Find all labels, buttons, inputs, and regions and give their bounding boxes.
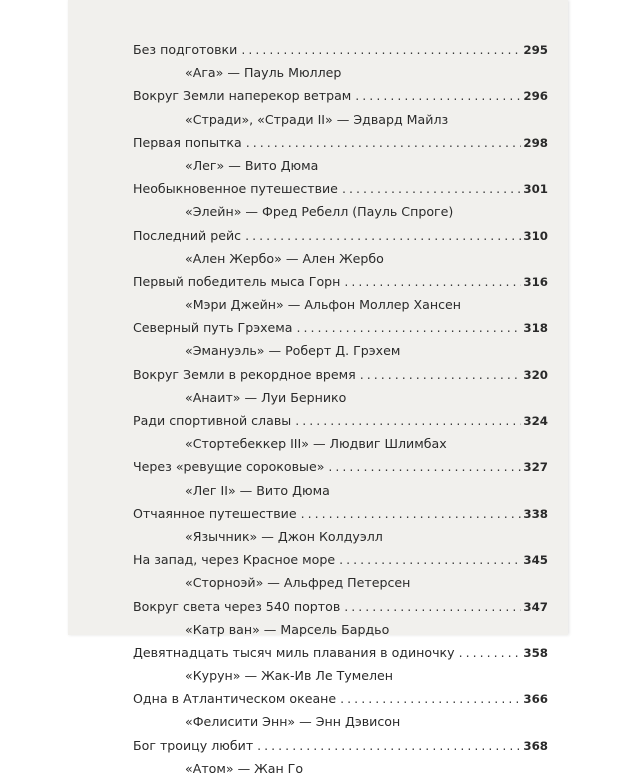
- toc-page-number: 366: [523, 692, 548, 707]
- dot-leader: [295, 411, 521, 431]
- dot-leader: [360, 365, 522, 385]
- toc-entry-subtitle: «Курун» — Жак-Ив Ле Тумелен: [185, 668, 394, 684]
- dot-leader: [339, 550, 521, 570]
- toc-page-number: 338: [523, 506, 548, 521]
- toc-page-number: 298: [523, 135, 548, 150]
- toc-entry: [133, 457, 548, 480]
- toc-entry: [133, 133, 548, 156]
- toc-entry: [133, 272, 548, 295]
- toc-entry-subtitle: «Ага» — Пауль Мюллер: [185, 65, 342, 81]
- toc-page-number: 345: [523, 553, 548, 568]
- toc-entry: [133, 550, 548, 573]
- toc-entry: [133, 689, 548, 712]
- toc-entry: [133, 179, 548, 202]
- toc-entry-title: Через «ревущие сороковые»: [133, 459, 325, 475]
- toc-entry-title: Северный путь Грэхема: [133, 320, 293, 336]
- dot-leader: [355, 86, 521, 106]
- toc-entry-subtitle: «Лег II» — Вито Дюма: [185, 482, 330, 498]
- dot-leader: [344, 272, 521, 292]
- toc-entry-title: Отчаянное путешествие: [133, 505, 297, 521]
- toc-page-number: 320: [523, 367, 548, 382]
- toc-page-number: 324: [523, 414, 548, 428]
- toc-entry-subtitle: «Ален Жербо» — Ален Жербо: [185, 250, 384, 266]
- toc-entry-title: Девятнадцать тысяч миль плавания в одиночку: [133, 644, 455, 660]
- toc-entry: [133, 736, 548, 759]
- dot-leader: [301, 504, 522, 524]
- toc-entry-subtitle: «Сторноэй» — Альфред Петерсен: [185, 575, 411, 591]
- toc-entry-subtitle: «Стортебеккер III» — Людвиг Шлимбах: [185, 436, 447, 452]
- toc-page-number: 318: [523, 321, 548, 336]
- toc-entry-title: Необыкновенное путешествие: [133, 181, 338, 197]
- toc-entry-title: Без подготовки: [133, 42, 238, 57]
- toc-entry-title: Одна в Атлантическом океане: [133, 691, 337, 707]
- toc-entry-title: Первая попытка: [133, 134, 242, 150]
- toc-entry-title: Бог троицу любит: [133, 737, 254, 753]
- dot-leader: [459, 643, 522, 663]
- toc-page-number: 327: [523, 460, 548, 475]
- toc-entry-subtitle: «Катр ван» — Марсель Бардьо: [185, 621, 390, 637]
- toc-page-number: 368: [523, 738, 548, 753]
- toc-page-number: 296: [523, 89, 548, 104]
- dot-leader: [257, 736, 521, 756]
- toc-entry-subtitle: «Элейн» — Фред Ребелл (Пауль Спроге): [185, 204, 454, 220]
- toc-entry-title: Ради спортивной славы: [133, 413, 292, 428]
- toc-entry: [133, 86, 548, 109]
- toc-page-number: 301: [523, 182, 548, 197]
- toc-entry: [133, 40, 548, 63]
- toc-entry-subtitle: «Эмануэль» — Роберт Д. Грэхем: [185, 343, 401, 359]
- toc-page-number: 347: [523, 599, 548, 614]
- toc-entry-subtitle: «Язычник» — Джон Колдуэлл: [185, 528, 383, 544]
- toc-entry: [133, 318, 548, 341]
- toc-entry-title: На запад, через Красное море: [133, 552, 336, 568]
- dot-leader: [340, 689, 521, 709]
- toc-entry-title: Вокруг Земли в рекордное время: [133, 366, 356, 382]
- toc-entry-title: Последний рейс: [133, 227, 242, 243]
- toc-page-number: 316: [523, 274, 548, 289]
- toc-entry: [133, 411, 548, 434]
- toc-entry-subtitle: «Мэри Джейн» — Альфон Моллер Хансен: [185, 297, 462, 313]
- toc-entry-subtitle: «Атом» — Жан Го: [185, 760, 304, 776]
- toc-entry-title: Первый победитель мыса Горн: [133, 273, 341, 289]
- toc-entry: [133, 504, 548, 527]
- toc-page-number: 358: [523, 645, 548, 660]
- toc-entry: [133, 365, 548, 388]
- dot-leader: [245, 226, 521, 246]
- dot-leader: [246, 133, 522, 153]
- toc-entry-subtitle: «Лег» — Вито Дюма: [185, 157, 319, 173]
- toc-entry-subtitle: «Стради», «Стради II» — Эдвард Майлз: [185, 111, 449, 127]
- toc-page-number: 295: [523, 43, 548, 57]
- dot-leader: [342, 179, 521, 199]
- dot-leader: [297, 318, 522, 338]
- dot-leader: [344, 597, 521, 617]
- dot-leader: [241, 40, 521, 60]
- toc-entry: [133, 643, 548, 666]
- toc-page-number: 310: [523, 228, 548, 243]
- table-of-contents: [133, 40, 548, 782]
- toc-entry-subtitle: «Фелисити Энн» — Энн Дэвисон: [185, 714, 401, 730]
- toc-entry-title: Вокруг света через 540 портов: [133, 598, 341, 614]
- toc-entry-subtitle: «Анаит» — Луи Бернико: [185, 389, 347, 405]
- toc-entry: [133, 597, 548, 620]
- toc-entry-title: Вокруг Земли наперекор ветрам: [133, 88, 352, 104]
- toc-entry: [133, 226, 548, 249]
- dot-leader: [328, 457, 521, 477]
